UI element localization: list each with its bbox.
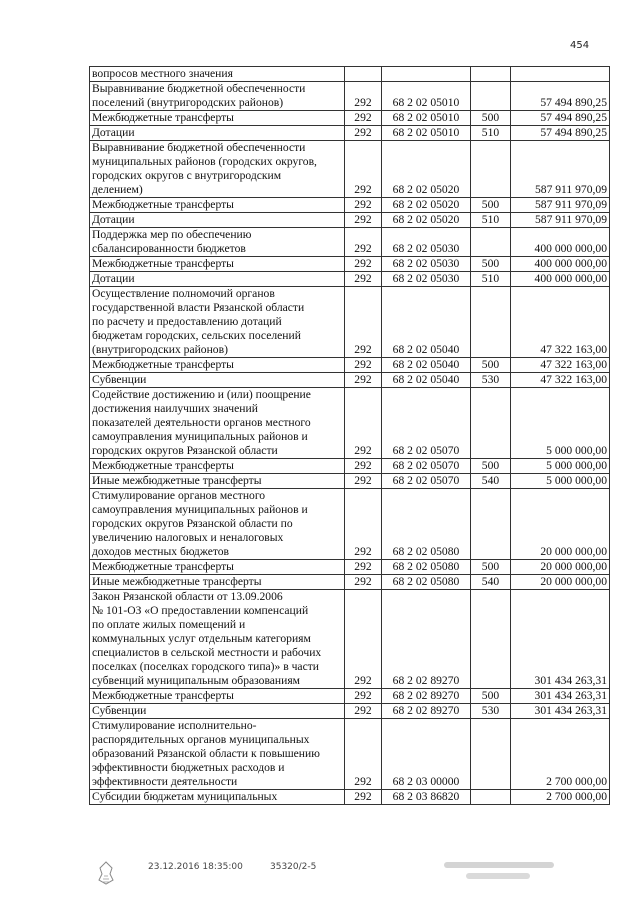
cell-csr: 68 2 02 05020 xyxy=(382,198,471,213)
cell-csr: 68 2 03 86820 xyxy=(382,790,471,805)
cell-amount: 47 322 163,00 xyxy=(511,358,610,373)
cell-code: 292 xyxy=(345,228,382,257)
cell-amount: 400 000 000,00 xyxy=(511,228,610,257)
cell-code: 292 xyxy=(345,213,382,228)
table-row xyxy=(90,287,610,358)
budget-table-body xyxy=(90,67,610,805)
cell-name: Субвенции xyxy=(90,373,345,388)
cell-code: 292 xyxy=(345,489,382,560)
cell-vr: 530 xyxy=(471,373,511,388)
table-row xyxy=(90,126,610,141)
cell-name: Иные межбюджетные трансферты xyxy=(90,474,345,489)
cell-vr: 500 xyxy=(471,111,511,126)
cell-vr: 540 xyxy=(471,575,511,590)
cell-csr: 68 2 02 05010 xyxy=(382,111,471,126)
cell-amount: 400 000 000,00 xyxy=(511,272,610,287)
footer-doc-number: 35320/2-5 xyxy=(270,862,317,872)
table-row xyxy=(90,272,610,287)
cell-amount: 587 911 970,09 xyxy=(511,198,610,213)
cell-vr: 530 xyxy=(471,704,511,719)
cell-name: Выравнивание бюджетной обеспеченности поселений (внутригородских районов) xyxy=(90,82,345,111)
cell-code: 292 xyxy=(345,575,382,590)
table-row xyxy=(90,257,610,272)
cell-vr: 500 xyxy=(471,257,511,272)
cell-amount: 301 434 263,31 xyxy=(511,590,610,689)
cell-amount: 5 000 000,00 xyxy=(511,388,610,459)
cell-csr: 68 2 02 05080 xyxy=(382,560,471,575)
table-row xyxy=(90,459,610,474)
cell-csr: 68 2 02 89270 xyxy=(382,590,471,689)
cell-name: Стимулирование исполнительно- распорядительных органов муниципальных образований Рязанской области к повышению эффективности бюджетных расходов и эффективности деятельности xyxy=(90,719,345,790)
cell-vr: 500 xyxy=(471,689,511,704)
cell-csr: 68 2 02 05010 xyxy=(382,126,471,141)
cell-vr: 510 xyxy=(471,126,511,141)
cell-code: 292 xyxy=(345,790,382,805)
cell-csr: 68 2 02 89270 xyxy=(382,689,471,704)
table-row xyxy=(90,82,610,111)
cell-amount: 301 434 263,31 xyxy=(511,689,610,704)
cell-amount: 47 322 163,00 xyxy=(511,287,610,358)
page-number: 454 xyxy=(570,40,590,51)
cell-code: 292 xyxy=(345,287,382,358)
cell-vr xyxy=(471,228,511,257)
cell-code: 292 xyxy=(345,388,382,459)
table-row xyxy=(90,790,610,805)
cell-csr: 68 2 02 05020 xyxy=(382,213,471,228)
cell-code xyxy=(345,67,382,82)
cell-vr: 500 xyxy=(471,198,511,213)
cell-vr xyxy=(471,489,511,560)
cell-csr: 68 2 02 05010 xyxy=(382,82,471,111)
table-row xyxy=(90,213,610,228)
cell-name: Выравнивание бюджетной обеспеченности муниципальных районов (городских округов, городских округов с внутригородским делением) xyxy=(90,141,345,198)
cell-vr: 500 xyxy=(471,358,511,373)
cell-csr: 68 2 02 05030 xyxy=(382,228,471,257)
cell-amount: 587 911 970,09 xyxy=(511,213,610,228)
cell-name: Стимулирование органов местного самоуправления муниципальных районов и городских округов Рязанской области по увеличению налоговых и неналоговых доходов местных бюджетов xyxy=(90,489,345,560)
table-row xyxy=(90,560,610,575)
cell-amount: 2 700 000,00 xyxy=(511,790,610,805)
faded-stamp xyxy=(440,858,560,886)
table-row xyxy=(90,704,610,719)
cell-csr: 68 2 02 05030 xyxy=(382,257,471,272)
cell-vr: 540 xyxy=(471,474,511,489)
cell-amount: 20 000 000,00 xyxy=(511,489,610,560)
table-row xyxy=(90,489,610,560)
cell-code: 292 xyxy=(345,459,382,474)
cell-name: Межбюджетные трансферты xyxy=(90,257,345,272)
cell-amount: 2 700 000,00 xyxy=(511,719,610,790)
table-row xyxy=(90,590,610,689)
cell-name: Межбюджетные трансферты xyxy=(90,459,345,474)
cell-code: 292 xyxy=(345,474,382,489)
emblem-icon xyxy=(96,860,116,886)
table-row xyxy=(90,719,610,790)
cell-vr xyxy=(471,790,511,805)
cell-name: вопросов местного значения xyxy=(90,67,345,82)
cell-amount: 5 000 000,00 xyxy=(511,474,610,489)
cell-amount: 400 000 000,00 xyxy=(511,257,610,272)
cell-amount: 20 000 000,00 xyxy=(511,560,610,575)
cell-code: 292 xyxy=(345,560,382,575)
cell-vr xyxy=(471,590,511,689)
cell-csr: 68 2 02 05070 xyxy=(382,388,471,459)
cell-csr: 68 2 02 05070 xyxy=(382,474,471,489)
cell-name: Дотации xyxy=(90,213,345,228)
cell-csr: 68 2 02 05040 xyxy=(382,287,471,358)
table-row xyxy=(90,358,610,373)
cell-name: Иные межбюджетные трансферты xyxy=(90,575,345,590)
cell-vr: 510 xyxy=(471,213,511,228)
cell-code: 292 xyxy=(345,689,382,704)
cell-code: 292 xyxy=(345,257,382,272)
cell-amount xyxy=(511,67,610,82)
cell-csr xyxy=(382,67,471,82)
cell-vr: 510 xyxy=(471,272,511,287)
cell-amount: 47 322 163,00 xyxy=(511,373,610,388)
cell-amount: 587 911 970,09 xyxy=(511,141,610,198)
table-row xyxy=(90,474,610,489)
cell-csr: 68 2 02 05070 xyxy=(382,459,471,474)
cell-name: Межбюджетные трансферты xyxy=(90,198,345,213)
cell-csr: 68 2 02 05040 xyxy=(382,373,471,388)
cell-code: 292 xyxy=(345,719,382,790)
cell-code: 292 xyxy=(345,373,382,388)
cell-code: 292 xyxy=(345,111,382,126)
footer-datetime: 23.12.2016 18:35:00 xyxy=(148,862,243,872)
cell-vr xyxy=(471,141,511,198)
cell-amount: 20 000 000,00 xyxy=(511,575,610,590)
cell-vr xyxy=(471,82,511,111)
cell-name: Поддержка мер по обеспечению сбалансированности бюджетов xyxy=(90,228,345,257)
cell-csr: 68 2 02 05040 xyxy=(382,358,471,373)
cell-name: Межбюджетные трансферты xyxy=(90,689,345,704)
cell-code: 292 xyxy=(345,82,382,111)
cell-csr: 68 2 02 05080 xyxy=(382,575,471,590)
cell-amount: 301 434 263,31 xyxy=(511,704,610,719)
cell-name: Субвенции xyxy=(90,704,345,719)
cell-amount: 5 000 000,00 xyxy=(511,459,610,474)
cell-name: Межбюджетные трансферты xyxy=(90,111,345,126)
table-row xyxy=(90,373,610,388)
cell-code: 292 xyxy=(345,198,382,213)
cell-csr: 68 2 02 89270 xyxy=(382,704,471,719)
cell-name: Субсидии бюджетам муниципальных xyxy=(90,790,345,805)
cell-vr xyxy=(471,67,511,82)
budget-table xyxy=(89,66,610,805)
table-row xyxy=(90,111,610,126)
cell-code: 292 xyxy=(345,358,382,373)
cell-amount: 57 494 890,25 xyxy=(511,111,610,126)
cell-csr: 68 2 02 05080 xyxy=(382,489,471,560)
table-row xyxy=(90,67,610,82)
table-row xyxy=(90,575,610,590)
page-footer xyxy=(0,860,640,890)
table-row xyxy=(90,388,610,459)
table-row xyxy=(90,141,610,198)
cell-code: 292 xyxy=(345,704,382,719)
cell-code: 292 xyxy=(345,590,382,689)
cell-code: 292 xyxy=(345,126,382,141)
cell-name: Содействие достижению и (или) поощрение достижения наилучших значений показателей деятельности органов местного самоуправления муниципальных районов и городских округов Рязанской области xyxy=(90,388,345,459)
cell-vr xyxy=(471,719,511,790)
cell-name: Осуществление полномочий органов государственной власти Рязанской области по расчету и предоставлению дотаций бюджетам городских, сельских поселений (внутригородских районов) xyxy=(90,287,345,358)
cell-name: Дотации xyxy=(90,126,345,141)
cell-code: 292 xyxy=(345,141,382,198)
cell-vr: 500 xyxy=(471,459,511,474)
cell-vr xyxy=(471,287,511,358)
table-row xyxy=(90,228,610,257)
cell-vr xyxy=(471,388,511,459)
table-row xyxy=(90,689,610,704)
cell-csr: 68 2 02 05020 xyxy=(382,141,471,198)
table-row xyxy=(90,198,610,213)
cell-name: Межбюджетные трансферты xyxy=(90,560,345,575)
cell-amount: 57 494 890,25 xyxy=(511,82,610,111)
cell-code: 292 xyxy=(345,272,382,287)
cell-name: Дотации xyxy=(90,272,345,287)
cell-csr: 68 2 03 00000 xyxy=(382,719,471,790)
cell-name: Закон Рязанской области от 13.09.2006 № 101-ОЗ «О предоставлении компенсаций по оплате жилых помещений и коммунальных услуг отдельным категориям специалистов в сельской местности и рабочих поселках (поселках городского типа)» в части субвенций муниципальным образованиям xyxy=(90,590,345,689)
cell-amount: 57 494 890,25 xyxy=(511,126,610,141)
cell-vr: 500 xyxy=(471,560,511,575)
cell-csr: 68 2 02 05030 xyxy=(382,272,471,287)
cell-name: Межбюджетные трансферты xyxy=(90,358,345,373)
